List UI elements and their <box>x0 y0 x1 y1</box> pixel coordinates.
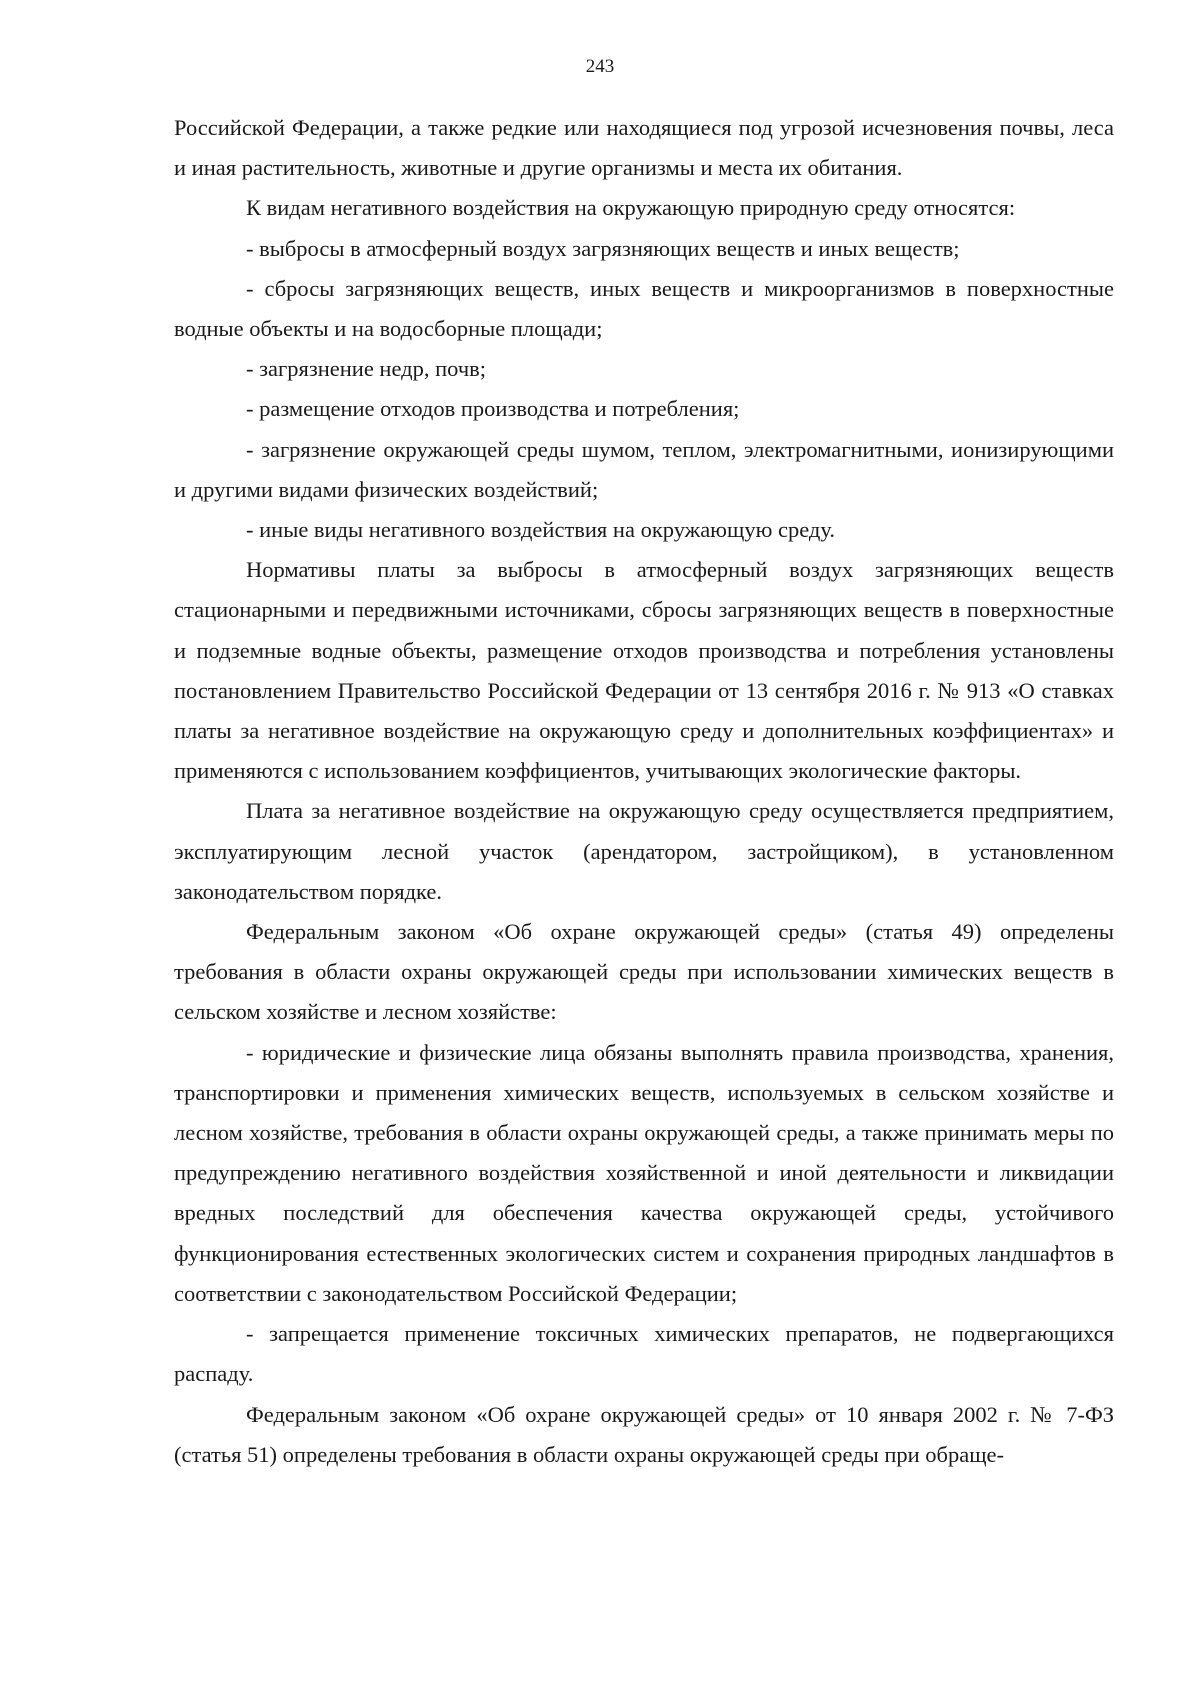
list-item-other-impacts: - иные виды негативного воздействия на окружающую среду. <box>246 517 835 543</box>
page-number: 243 <box>585 56 615 77</box>
list-item-physical-impacts: - загрязнение окружающей среды шумом, теплом, электромагнитными, ионизирующими и другими видами физических воздействий; <box>174 436 1114 502</box>
paragraph-impact-types-intro: К видам негативного воздействия на окружающую природную среду относятся: <box>246 195 1016 221</box>
paragraph-continuation: Российской Федерации, а также редкие или находящиеся под угрозой исчезновения почвы, леса и иная растительность, животные и другие организмы и места их обитания. <box>174 115 1114 181</box>
paragraph-payment-procedure: Плата за негативное воздействие на окружающую среду осуществляется предприятием, эксплуатирующим лесной участок (арендатором, застройщиком), в установленном законодательством порядке. <box>174 798 1114 904</box>
list-item-waste-disposal: - размещение отходов производства и потребления; <box>246 396 740 422</box>
document-body <box>174 108 1114 1475</box>
list-item-chemical-handling: - юридические и физические лица обязаны выполнять правила производства, хранения, транспортировки и применения химических веществ, используемых в сельском хозяйстве и лесном хозяйстве, требования в области охраны окружающей среды, а также принимать меры по предупреждению негативного воздействия хозяйственной и иной деятельности и ликвидации вредных последствий для обеспечения качества окружающей среды, устойчивого функционирования естественных экологических систем и сохранения природных ландшафтов в соответствии с законодательством Российской Федерации; <box>174 1039 1114 1306</box>
list-item-soil-pollution: - загрязнение недр, почв; <box>246 356 487 382</box>
paragraph-article-51: Федеральным законом «Об охране окружающей среды» от 10 января 2002 г. № 7-ФЗ (статья 51) определены требования в области охраны окружающей среды при обраще- <box>174 1401 1114 1467</box>
list-item-air-emissions: - выбросы в атмосферный воздух загрязняющих веществ и иных веществ; <box>246 235 960 261</box>
list-item-toxic-ban: - запрещается применение токсичных химических препаратов, не подвергающихся распаду. <box>174 1321 1114 1387</box>
paragraph-payment-standards: Нормативы платы за выбросы в атмосферный воздух загрязняющих веществ стационарными и передвижными источниками, сбросы загрязняющих веществ в поверхностные и подземные водные объекты, размещение отходов производства и потребления установлены постановлением Правительство Российской Федерации от 13 сентября 2016 г. № 913 «О ставках платы за негативное воздействие на окружающую среду и дополнительных коэффициентах» и применяются с использованием коэффициентов, учитывающих экологические факторы. <box>174 557 1114 784</box>
list-item-water-discharges: - сбросы загрязняющих веществ, иных веществ и микроорганизмов в поверхностные водные объекты и на водосборные площади; <box>174 275 1114 342</box>
paragraph-article-49: Федеральным законом «Об охране окружающей среды» (статья 49) определены требования в области охраны окружающей среды при использовании химических веществ в сельском хозяйстве и лесном хозяйстве: <box>174 919 1114 1025</box>
